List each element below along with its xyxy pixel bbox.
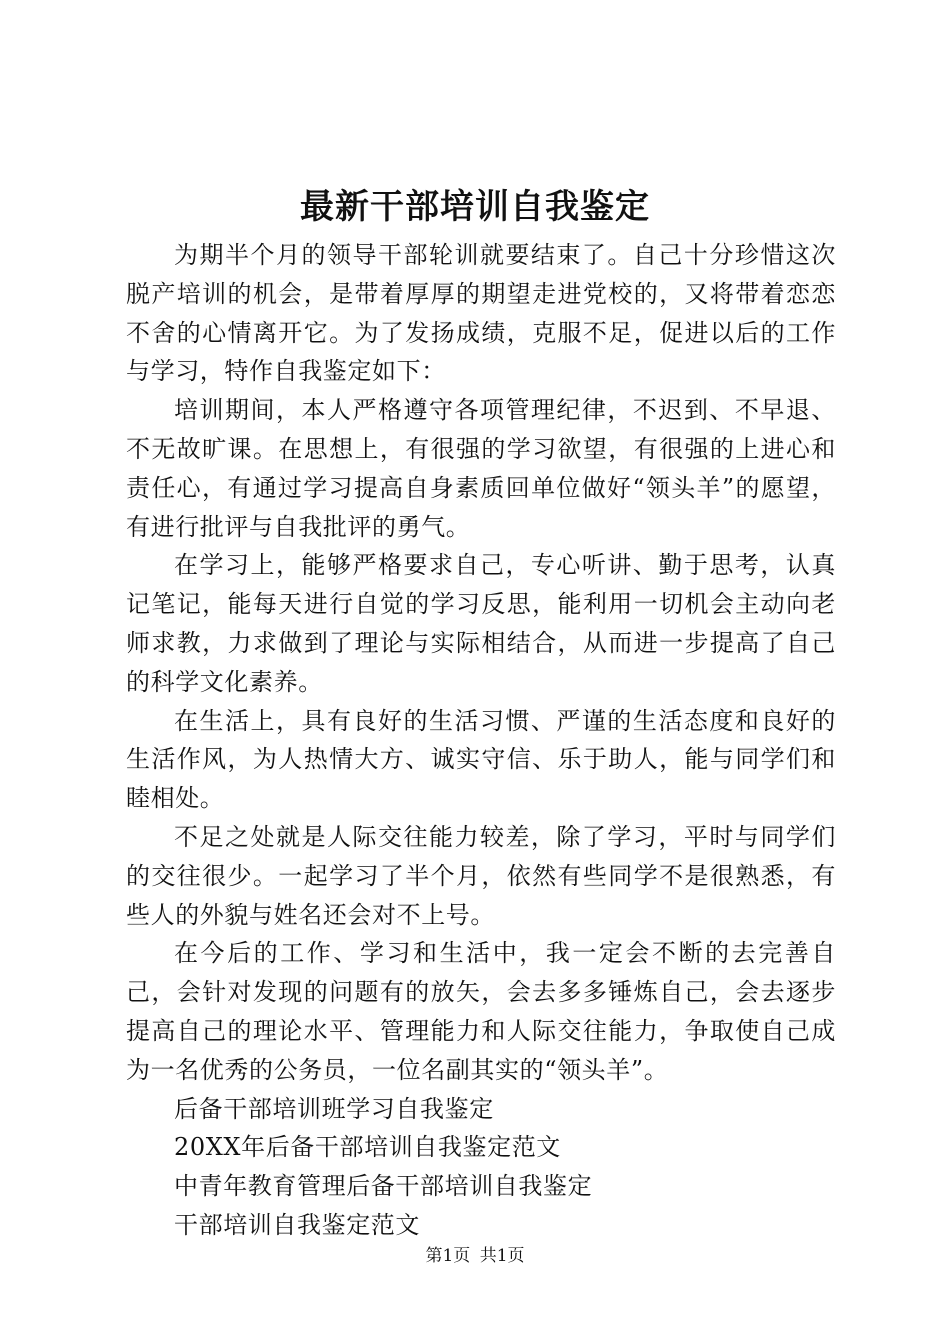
- paragraph-intro: 为期半个月的领导干部轮训就要结束了。自己十分珍惜这次脱产培训的机会，是带着厚厚的期望走进党校的，又将带着恋恋不舍的心情离开它。为了发扬成绩，克服不足，促进以后的工作与学习，特作自我鉴定如下：: [126, 241, 836, 386]
- related-title-2: 20XX年后备干部培训自我鉴定范文: [174, 1133, 561, 1162]
- document-body: [126, 236, 836, 1245]
- paragraph-study: 在学习上，能够严格要求自己，专心听讲、勤于思考，认真记笔记，能每天进行自觉的学习反思，能利用一切机会主动向老师求教，力求做到了理论与实际相结合，从而进一步提高了自己的科学文化素养。: [126, 551, 836, 696]
- related-title-3: 中青年教育管理后备干部培训自我鉴定: [174, 1172, 593, 1201]
- related-title-4: 干部培训自我鉴定范文: [174, 1210, 420, 1239]
- paragraph-discipline: 培训期间，本人严格遵守各项管理纪律，不迟到、不早退、不无故旷课。在思想上，有很强的学习欲望，有很强的上进心和责任心，有通过学习提高自身素质回单位做好“领头羊”的愿望，有进行批评与自我批评的勇气。: [126, 396, 836, 541]
- related-title-1: 后备干部培训班学习自我鉴定: [174, 1094, 494, 1123]
- page-footer: 第1页 共1页: [425, 1246, 525, 1266]
- paragraph-shortcomings: 不足之处就是人际交往能力较差，除了学习，平时与同学们的交往很少。一起学习了半个月，依然有些同学不是很熟悉，有些人的外貌与姓名还会对不上号。: [126, 822, 836, 929]
- paragraph-life: 在生活上，具有良好的生活习惯、严谨的生活态度和良好的生活作风，为人热情大方、诚实守信、乐于助人，能与同学们和睦相处。: [126, 706, 836, 813]
- document-title: 最新干部培训自我鉴定: [300, 187, 650, 227]
- paragraph-future: 在今后的工作、学习和生活中，我一定会不断的去完善自己，会针对发现的问题有的放矢，会去多多锤炼自己，会去逐步提高自己的理论水平、管理能力和人际交往能力，争取使自己成为一名优秀的公务员，一位名副其实的“领头羊”。: [126, 939, 836, 1084]
